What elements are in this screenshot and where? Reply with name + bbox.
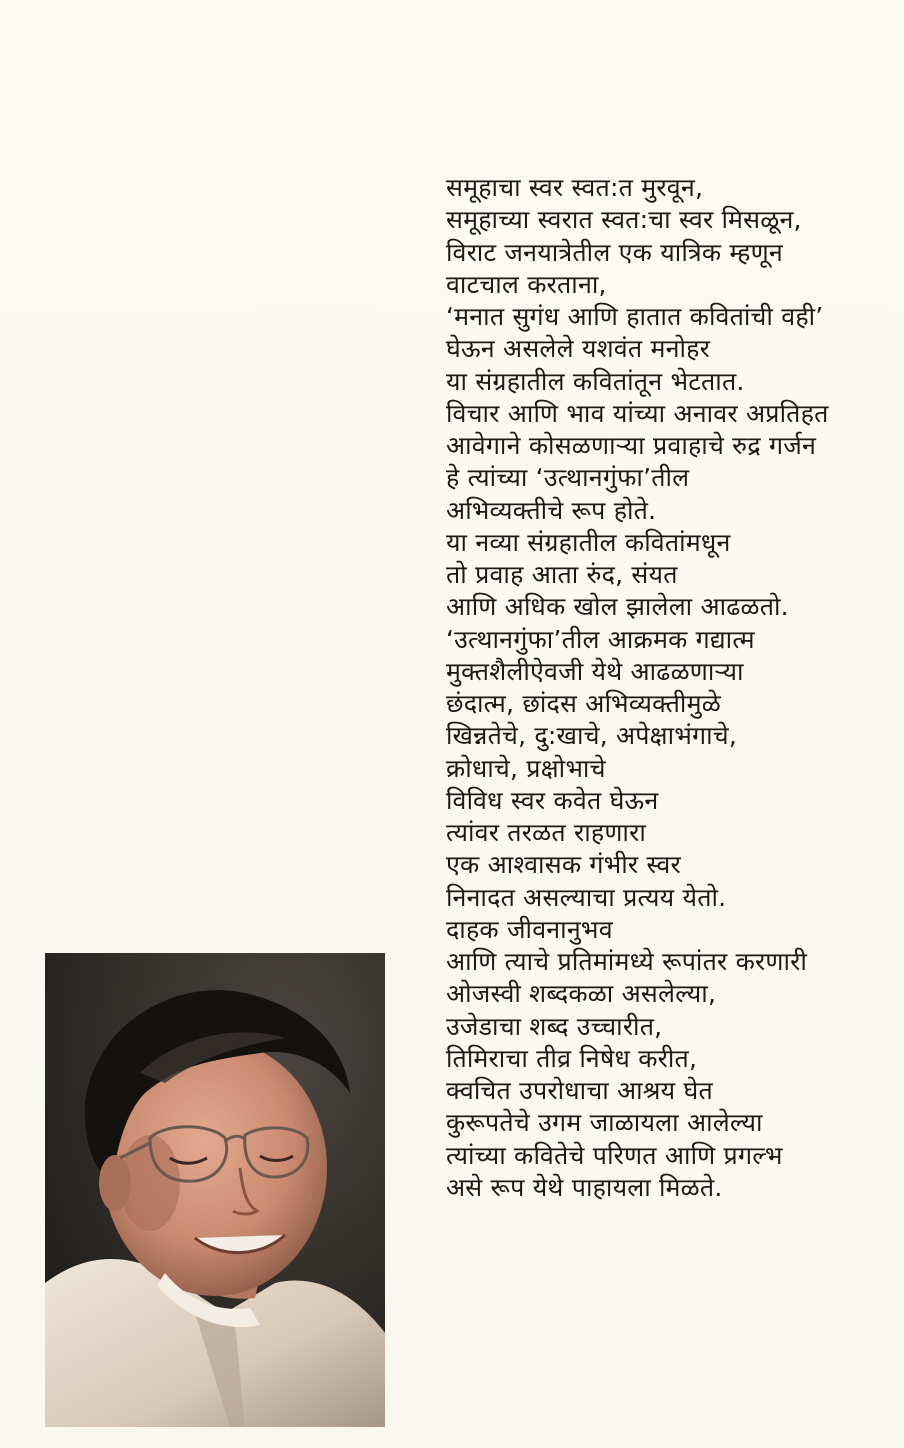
blurb-line: असे रूप येथे पाहायला मिळते. [446,1172,723,1202]
blurb-line: आवेगाने कोसळणाऱ्या प्रवाहाचे रुद्र गर्जन [446,431,817,460]
blurb-line: निनादत असल्याचा प्रत्यय येतो. [446,882,727,912]
blurb-line: या नव्या संग्रहातील कवितांमधून [446,527,731,557]
blurb-line: छंदात्म, छांदस अभिव्यक्तीमुळे [446,689,721,718]
blurb-line: ‘उत्थानगुंफा’तील आक्रमक गद्यात्म [446,624,755,654]
blurb-text [446,172,896,1204]
blurb-line: हे त्यांच्या ‘उत्थानगुंफा’तील [446,463,690,493]
blurb-line: घेऊन असलेले यशवंत मनोहर [446,334,711,364]
blurb-line: या संग्रहातील कवितांतून भेटतात. [446,366,745,396]
blurb-line: वाटचाल करताना, [446,269,607,299]
blurb-line: विविध स्वर कवेत घेऊन [446,785,659,815]
blurb-line: अभिव्यक्तीचे रूप होते. [446,495,657,525]
blurb-line: तिमिराचा तीव्र निषेध करीत, [446,1043,698,1073]
blurb-line: आणि अधिक खोल झालेला आढळतो. [446,592,789,622]
blurb-line: त्यांच्या कवितेचे परिणत आणि प्रगल्भ [446,1140,783,1170]
blurb-line: एक आश्वासक गंभीर स्वर [446,850,681,880]
blurb-line: तो प्रवाह आता रुंद, संयत [446,560,678,589]
author-portrait [45,953,385,1427]
blurb-line: खिन्नतेचे, दु:खाचे, अपेक्षाभंगाचे, [446,721,738,751]
author-photo [45,953,385,1427]
blurb-line: समूहाचा स्वर स्वत:त मुरवून, [446,173,704,202]
blurb-line: क्रोधाचे, प्रक्षोभाचे [446,753,606,783]
blurb-line: कुरूपतेचे उगम जाळायला आलेल्या [446,1108,763,1138]
blurb-line: विराट जनयात्रेतील एक यात्रिक म्हणून [446,237,783,267]
blurb-line: दाहक जीवनानुभव [446,914,613,944]
blurb-line: क्वचित उपरोधाचा आश्रय घेत [446,1076,713,1105]
blurb-line: समूहाच्या स्वरात स्वत:चा स्वर मिसळून, [446,205,802,235]
blurb-line: ओजस्वी शब्दकळा असलेल्या, [446,979,717,1009]
blurb-line: उजेडाचा शब्द उच्चारीत, [446,1011,663,1041]
blurb-line: ‘मनात सुगंध आणि हातात कवितांची वही’ [446,302,824,331]
blurb-line: त्यांवर तरळत राहणारा [446,818,646,847]
blurb-line: आणि त्याचे प्रतिमांमध्ये रूपांतर करणारी [446,947,808,976]
blurb-line: विचार आणि भाव यांच्या अनावर अप्रतिहत [446,398,829,428]
blurb-line: मुक्तशैलीऐवजी येथे आढळणाऱ्या [446,656,744,686]
